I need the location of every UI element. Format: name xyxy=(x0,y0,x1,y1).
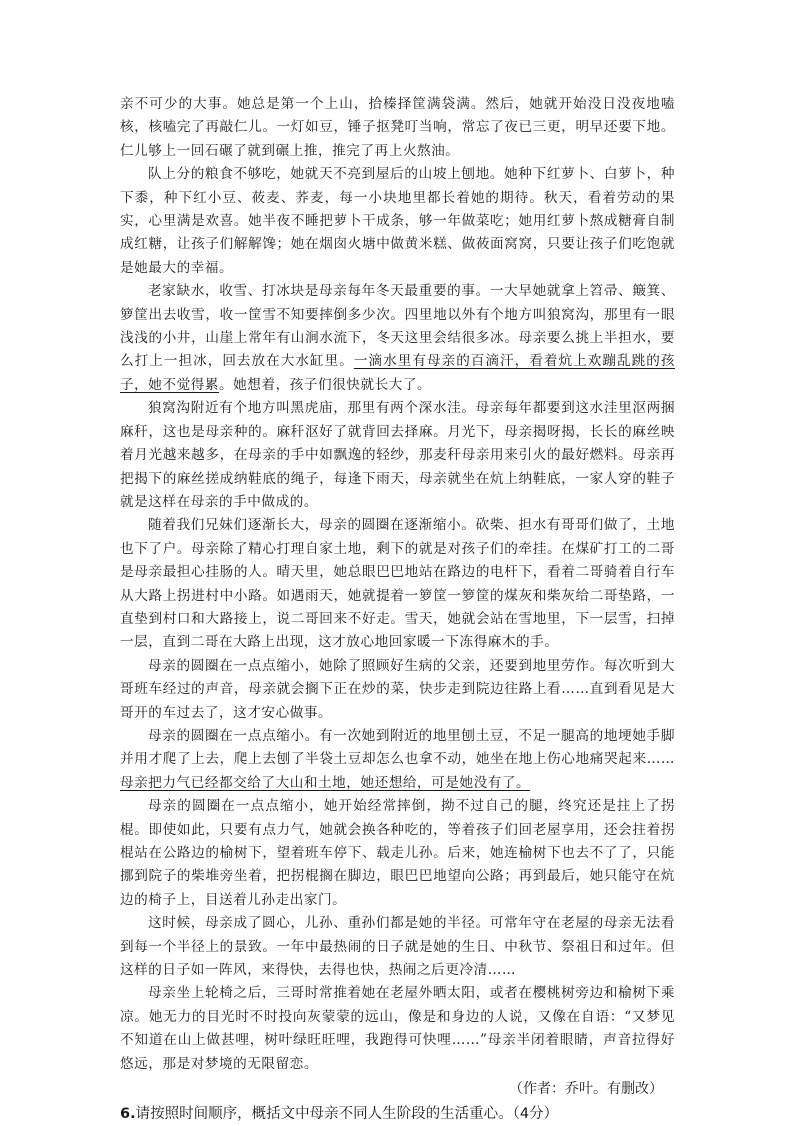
article-body xyxy=(120,93,675,1126)
underlined-sentence: 母亲把力气已经都交给了大山和土地，她还想给，可是她没有了。 xyxy=(120,774,531,791)
paragraph-text: 母亲的圆圈在一点点缩小，她除了照顾好生病的父亲，还要到地里劳作。每次听到大哥班车经过的声音，母亲就会搁下正在炒的菜，快步走到院边往路上看……直到看见是大哥开的车过去了，这才安心做事。 xyxy=(120,657,675,721)
paragraph-4 xyxy=(120,397,675,514)
paragraph-text: 这时候，母亲成了圆心，儿孙、重孙们都是她的半径。可常年守在老屋的母亲无法看到每一个半径上的景致。一年中最热闹的日子就是她的生日、中秋节、祭祖日和过年。但这样的日子如一阵风，来得快，去得也快，热闹之后更冷清…… xyxy=(120,915,675,979)
underlined-sentence: 一滴水里有母亲的百滴汗，看着炕上欢蹦乱跳的孩子，她不觉得累 xyxy=(120,353,675,393)
paragraph-9 xyxy=(120,912,675,982)
paragraph-text: 母亲的圆圈在一点点缩小，她开始经常摔倒，拗不过自己的腿，终究还是拄上了拐棍。即使如此，只要有点力气，她就会换各种吃的，等着孩子们回老屋享用，还会拄着拐棍站在公路边的榆树下，望着班车停下、载走儿孙。后来，她连榆树下也去不了了，只能挪到院子的柴堆旁坐着，把拐棍搁在脚边，眼巴巴地望向公路；再到最后，她只能守在炕边的椅子上，目送着儿孙走出家门。 xyxy=(120,798,675,908)
paragraph-text: 母亲坐上轮椅之后，三哥时常推着她在老屋外晒太阳，或者在樱桃树旁边和榆树下乘凉。她无力的目光时不时投向灰蒙蒙的远山，像是和身边的人说，又像在自语：“又梦见不知道在山上做甚哩，树叶绿旺旺哩，我跑得可快哩……”母亲半闭着眼睛，声音拉得好悠远，那是对梦境的无限留恋。 xyxy=(120,985,675,1072)
author-credit: （作者：乔叶。有删改） xyxy=(509,1081,663,1098)
paragraph-text: 亲不可少的大事。她总是第一个上山，拾榛择筐满袋满。然后，她就开始没日没夜地嗑核，核嗑完了再敲仁儿。一灯如豆，锤子抠凳叮当响，常忘了夜已三更，明早还要下地。仁儿够上一回石碾了就到碾上推，推完了再上火熬油。 xyxy=(120,96,675,159)
question-number: 6. xyxy=(120,1106,136,1123)
paragraph-5 xyxy=(120,514,675,654)
paragraph-8 xyxy=(120,795,675,912)
paragraph-1 xyxy=(120,93,675,163)
paragraph-6 xyxy=(120,655,675,725)
paragraph-7 xyxy=(120,725,675,795)
paragraph-text: 老家缺水，收雪、打冰块是母亲每年冬天最重要的事。一大早她就拿上笤帚、簸箕、箩筐出去收雪，收一筐雪不知要摔倒多少次。四里地以外有个地方叫狼窝沟，那里有一眼浅浅的小井，山崖上常年有山涧水流下，冬天这里会结很多冰。母亲要么挑上半担水，要么打上一担冰，回去放在大水缸里。 xyxy=(120,283,675,370)
paragraph-2 xyxy=(120,163,675,280)
paragraph-10 xyxy=(120,982,675,1076)
paragraph-3 xyxy=(120,280,675,397)
paragraph-text: 狼窝沟附近有个地方叫黑虎庙，那里有两个深水洼。母亲每年都要到这水洼里沤两捆麻秆，这也是母亲种的。麻秆沤好了就背回去择麻。月光下，母亲揭呀揭，长长的麻丝映着月光越来越多，在母亲的手中如飘逸的轻纱，那麦秆母亲用来引火的最好燃料。母亲再把揭下的麻丝搓成纳鞋底的绳子，每逢下雨天，母亲就坐在炕上纳鞋底，一家人穿的鞋子就是这样在母亲的手中做成的。 xyxy=(120,400,675,510)
paragraph-text: 队上分的粮食不够吃，她就天不亮到屋后的山坡上刨地。她种下红萝卜、白萝卜，种下黍，种下红小豆、莜麦、荞麦，每一小块地里都长着她的期待。秋天，看着劳动的果实，心里满是欢喜。她半夜不睡把萝卜干成条，够一年做菜吃；她用红萝卜熬成糖膏自制成红糖，让孩子们解解馋；她在烟囱火塘中做黄米糕、做莜面窝窝，只要让孩子们吃饱就是她最大的幸福。 xyxy=(120,166,675,276)
paragraph-text: 随着我们兄妹们逐渐长大，母亲的圆圈在逐渐缩小。砍柴、担水有哥哥们做了，土地也下了户。母亲除了精心打理自家土地，剩下的就是对孩子们的牵挂。在煤矿打工的二哥是母亲最担心挂肠的人。晴天里，她总眼巴巴地站在路边的电杆下，看着二哥骑着自行车从大路上拐进村中小路。如遇雨天，她就提着一箩筐一箩筐的煤灰和柴灰给二哥垫路，一直垫到村口和大路接上，说二哥回来不好走。雪天，她就会站在雪地里，下一层雪，扫掉一层，直到二哥在大路上出现，这才放心地回家暖一下冻得麻木的手。 xyxy=(120,517,675,651)
paragraph-text: 。她想着，孩子们很快就长大了。 xyxy=(219,376,432,393)
paragraph-text: 母亲的圆圈在一点点缩小。有一次她到附近的地里刨土豆，不足一腿高的地埂她手脚并用才爬了上去，爬上去刨了半袋土豆却怎么也拿不动，她坐在地上伤心地痛哭起来…… xyxy=(120,727,675,768)
question-text: 请按照时间顺序，概括文中母亲不同人生阶段的生活重心。（4分） xyxy=(135,1106,559,1123)
